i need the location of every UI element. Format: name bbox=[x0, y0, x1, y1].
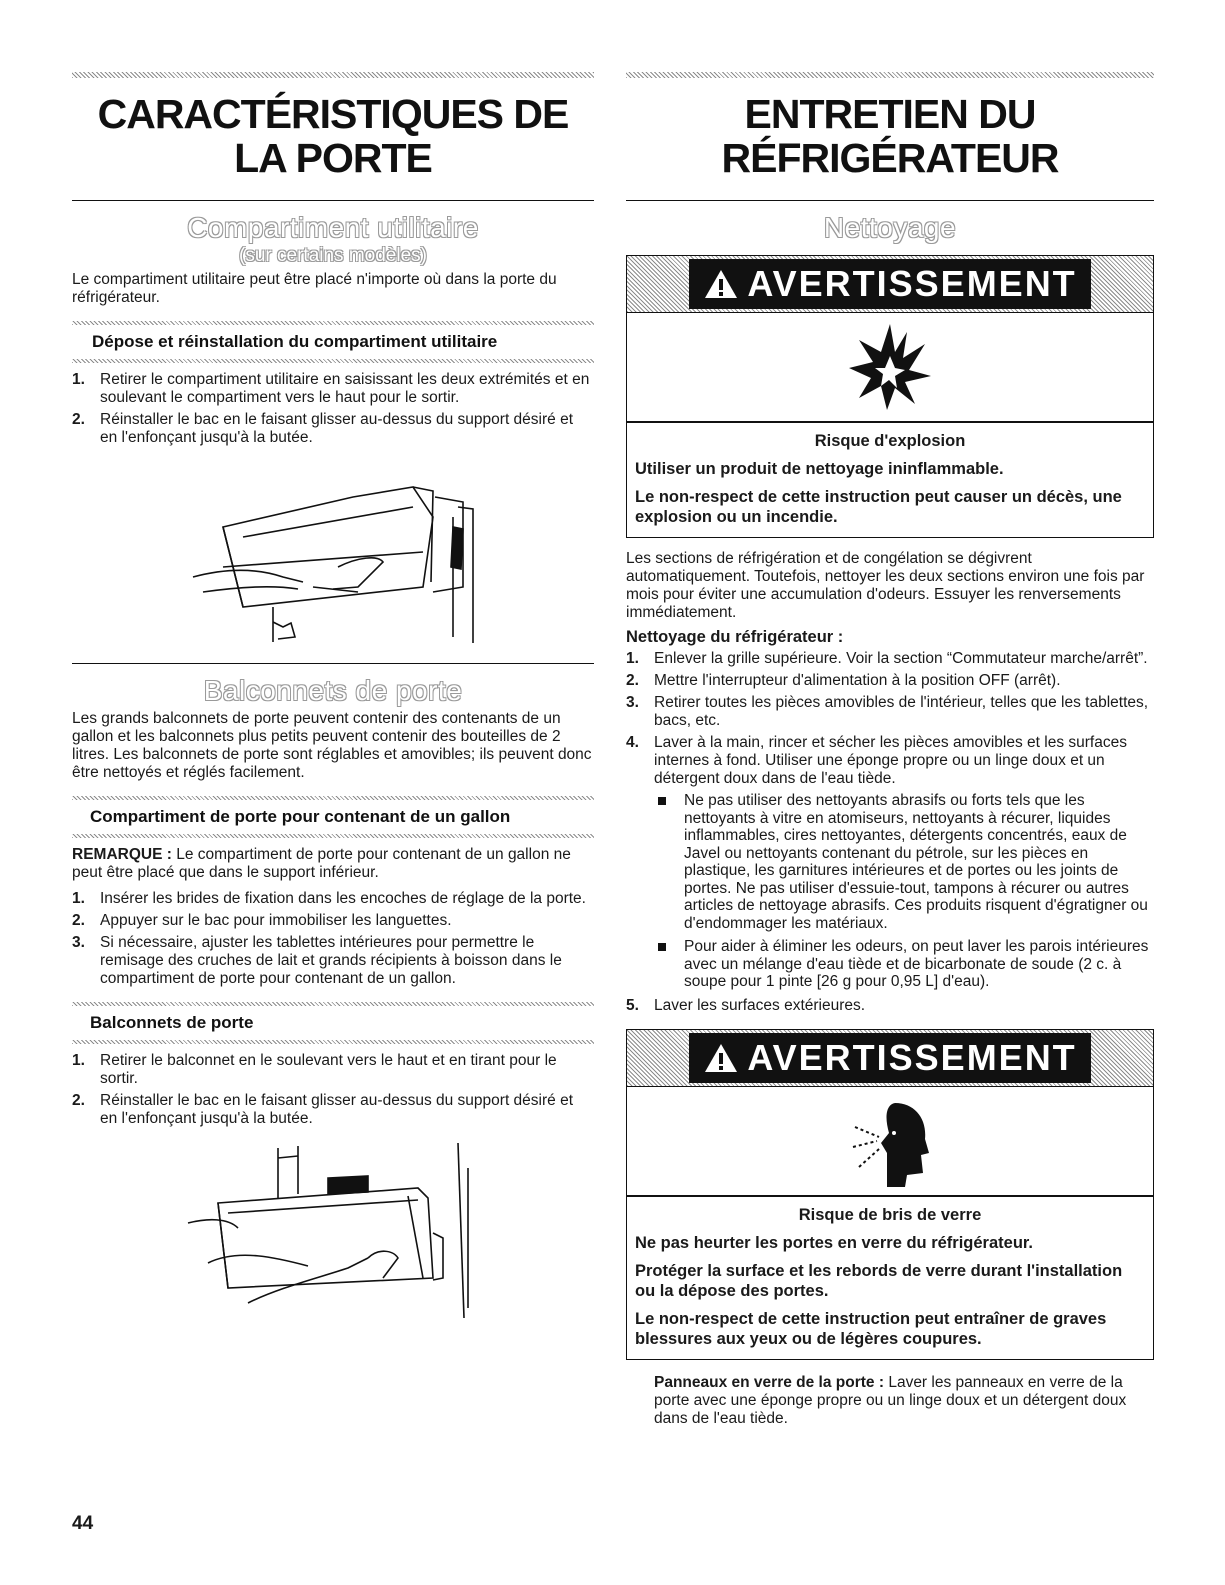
step-text: Réinstaller le bac en le faisant glisser au-dessus du support désiré et en l'enfonçant jusqu'à la butée. bbox=[100, 411, 574, 446]
warning-label-text: AVERTISSEMENT bbox=[747, 263, 1077, 304]
section-title-cleaning: Nettoyage bbox=[823, 212, 957, 243]
explosion-icon bbox=[845, 322, 935, 412]
section-title-balconies: Balconnets de porte bbox=[203, 675, 463, 706]
step-text: Laver à la main, rincer et sécher les pièces amovibles et les surfaces internes à fond. Utiliser une éponge propre ou un linge doux et un détergent doux dans de l'eau tiède. bbox=[654, 734, 1127, 787]
warning-box-explosion bbox=[626, 255, 1154, 538]
remark-paragraph bbox=[72, 846, 594, 882]
step-text: Insérer les brides de fixation dans les encoches de réglage de la porte. bbox=[100, 890, 586, 907]
balconies-intro: Les grands balconnets de porte peuvent contenir des contenants de un gallon et les balconnets plus petits peuvent contenir des bouteilles de 2 litres. Les balconnets de porte sont réglables et amovibles; ils peuvent donc être nettoyés et réglés facilement. bbox=[72, 710, 592, 781]
list-item bbox=[72, 890, 594, 908]
step-number: 1. bbox=[626, 650, 639, 667]
warning-banner bbox=[627, 1030, 1153, 1087]
warning-line: Protéger la surface et les rebords de verre durant l'installation ou la dépose des portes. bbox=[635, 1261, 1123, 1300]
eye-injury-icon bbox=[627, 1087, 1153, 1195]
step-number: 2. bbox=[72, 411, 85, 428]
warning-label bbox=[689, 1033, 1090, 1083]
step-text: Appuyer sur le bac pour immobiliser les languettes. bbox=[100, 912, 452, 929]
warning-line: Le non-respect de cette instruction peut causer un décès, une explosion ou un incendie. bbox=[635, 488, 1122, 526]
door-bin-illustration bbox=[168, 1138, 498, 1318]
step-text: Enlever la grille supérieure. Voir la section “Commutateur marche/arrêt”. bbox=[654, 650, 1148, 667]
utility-heading-block bbox=[72, 321, 594, 363]
warning-text bbox=[627, 1195, 1153, 1359]
chapter-divider bbox=[72, 200, 594, 201]
bullet-item: Pour aider à éliminer les odeurs, on peut laver les parois intérieures avec un mélange d'eau tiède et de bicarbonate de soude (2 c. à soupe pour 1 pinte [26 g pour 0,95 L] d'eau). bbox=[626, 938, 1154, 991]
hatch-rule bbox=[72, 796, 594, 800]
cleaning-intro: Les sections de réfrigération et de congélation se dégivrent automatiquement. Toutefois, nettoyer les deux sections environ une fois par mois pour éviter une accumulation d'odeurs. Essuyer les renversements immédiatement. bbox=[626, 550, 1145, 621]
hatch-rule bbox=[72, 321, 594, 325]
step-number: 5. bbox=[626, 996, 639, 1014]
warning-triangle-icon bbox=[703, 1042, 739, 1074]
warning-box-glass bbox=[626, 1029, 1154, 1360]
page-number: 44 bbox=[72, 1513, 94, 1534]
warning-text bbox=[627, 421, 1153, 537]
list-item bbox=[626, 694, 1154, 730]
bin-heading-block bbox=[72, 1002, 594, 1044]
chapter-title-door-features bbox=[72, 92, 594, 180]
step-number: 4. bbox=[626, 734, 639, 751]
top-hatch-rule bbox=[72, 72, 594, 78]
cleaning-step-5 bbox=[626, 997, 1154, 1015]
step-number: 3. bbox=[72, 934, 85, 951]
step-text: Retirer le balconnet en le soulevant vers le haut et en tirant pour le sortir. bbox=[100, 1052, 557, 1087]
list-item bbox=[72, 1092, 594, 1128]
remark-text: Le compartiment de porte pour contenant de un gallon ne peut être placé que dans le support inférieur. bbox=[72, 846, 571, 881]
remark-label: REMARQUE : bbox=[72, 846, 172, 863]
list-item bbox=[626, 734, 1154, 788]
chapter-title-line: ENTRETIEN DU bbox=[744, 91, 1036, 137]
section-divider bbox=[72, 663, 594, 664]
list-item bbox=[72, 1052, 594, 1088]
utility-steps bbox=[72, 371, 594, 447]
section-title-utility: Compartiment utilitaire bbox=[187, 212, 479, 243]
step-text: Retirer le compartiment utilitaire en saisissant les deux extrémités et en soulevant le compartiment vers le haut pour le sortir. bbox=[100, 371, 590, 406]
warning-line: Le non-respect de cette instruction peut entraîner de graves blessures aux yeux ou de légères coupures. bbox=[635, 1309, 1107, 1348]
list-item bbox=[626, 997, 1154, 1015]
glass-panels-text: Laver les panneaux en verre de la porte avec une éponge propre ou un linge doux et un détergent doux dans de l'eau tiède. bbox=[654, 1373, 1127, 1427]
utility-intro: Le compartiment utilitaire peut être placé n'importe où dans la porte du réfrigérateur. bbox=[72, 271, 557, 306]
left-column bbox=[72, 72, 594, 1318]
step-number: 2. bbox=[72, 912, 85, 929]
chapter-divider bbox=[626, 200, 1154, 201]
step-text: Réinstaller le bac en le faisant glisser au-dessus du support désiré et en l'enfonçant jusqu'à la butée. bbox=[100, 1092, 574, 1127]
gallon-steps bbox=[72, 890, 594, 988]
chapter-title-line: RÉFRIGÉRATEUR bbox=[721, 135, 1059, 181]
utility-compartment-illustration bbox=[183, 457, 483, 647]
step-number: 2. bbox=[72, 1092, 85, 1109]
utility-heading: Dépose et réinstallation du compartiment utilitaire bbox=[92, 332, 498, 351]
step-text: Si nécessaire, ajuster les tablettes intérieures pour permettre le remisage des cruches de lait et grands récipients à boisson dans le compartiment de porte pour contenant de un gallon. bbox=[100, 934, 562, 987]
hatch-rule bbox=[72, 359, 594, 363]
chapter-title-line: CARACTÉRISTIQUES DE bbox=[97, 91, 569, 137]
list-item bbox=[72, 912, 594, 930]
warning-risk: Risque d'explosion bbox=[814, 432, 966, 450]
gallon-heading-block bbox=[72, 796, 594, 838]
bin-steps bbox=[72, 1052, 594, 1128]
bullet-item: Ne pas utiliser des nettoyants abrasifs ou forts tels que les nettoyants à vitre en atomiseurs, nettoyants à récurer, liquides inflammables, cires nettoyantes, détergents concentrés, eaux de Javel ou nettoyants contenant du pétrole, sur les pièces en plastique, les garnitures intérieures et de portes ou les joints de portes. Ne pas utiliser d'essuie-tout, tampons à récurer ou autres articles de nettoyage abrasifs. Ces produits risquent d'égratigner ou d'endommager les matériaux. bbox=[626, 792, 1154, 932]
glass-panels-label: Panneaux en verre de la porte : bbox=[654, 1373, 885, 1391]
right-column bbox=[626, 72, 1154, 1428]
warning-risk: Risque de bris de verre bbox=[798, 1205, 982, 1224]
cleaning-heading: Nettoyage du réfrigérateur : bbox=[626, 628, 844, 646]
warning-banner bbox=[627, 256, 1153, 313]
step-text: Retirer toutes les pièces amovibles de l'intérieur, telles que les tablettes, bacs, etc. bbox=[654, 694, 1149, 729]
warning-triangle-icon bbox=[703, 268, 739, 300]
warning-line: Ne pas heurter les portes en verre du réfrigérateur. bbox=[635, 1233, 1033, 1252]
gallon-heading: Compartiment de porte pour contenant de un gallon bbox=[90, 807, 511, 826]
step-number: 1. bbox=[72, 1052, 85, 1069]
list-item bbox=[72, 411, 594, 447]
hatch-rule bbox=[72, 1002, 594, 1006]
cleaning-steps bbox=[626, 650, 1154, 788]
hatch-rule bbox=[72, 834, 594, 838]
head-eye-hazard-icon bbox=[845, 1093, 935, 1189]
list-item bbox=[72, 371, 594, 407]
step-number: 1. bbox=[72, 371, 85, 388]
list-item bbox=[72, 934, 594, 988]
step-number: 3. bbox=[626, 694, 639, 711]
bin-heading: Balconnets de porte bbox=[90, 1013, 254, 1032]
hatch-rule bbox=[72, 1040, 594, 1044]
step-number: 2. bbox=[626, 672, 639, 689]
warning-line: Utiliser un produit de nettoyage ininflammable. bbox=[635, 460, 1004, 478]
section-subtitle-utility: (sur certains modèles) bbox=[239, 245, 427, 266]
top-hatch-rule bbox=[626, 72, 1154, 78]
warning-label-text: AVERTISSEMENT bbox=[747, 1036, 1077, 1078]
step-text: Mettre l'interrupteur d'alimentation à la position OFF (arrêt). bbox=[654, 672, 1061, 689]
chapter-title-maintenance bbox=[626, 92, 1154, 180]
step-text: Laver les surfaces extérieures. bbox=[654, 996, 866, 1014]
chapter-title-line: LA PORTE bbox=[234, 135, 432, 181]
list-item bbox=[626, 650, 1154, 668]
cleaning-bullets bbox=[626, 792, 1154, 991]
glass-panels-paragraph bbox=[626, 1374, 1154, 1428]
warning-label bbox=[689, 259, 1090, 309]
list-item bbox=[626, 672, 1154, 690]
explosion-hazard-icon bbox=[627, 313, 1153, 421]
step-number: 1. bbox=[72, 890, 85, 907]
